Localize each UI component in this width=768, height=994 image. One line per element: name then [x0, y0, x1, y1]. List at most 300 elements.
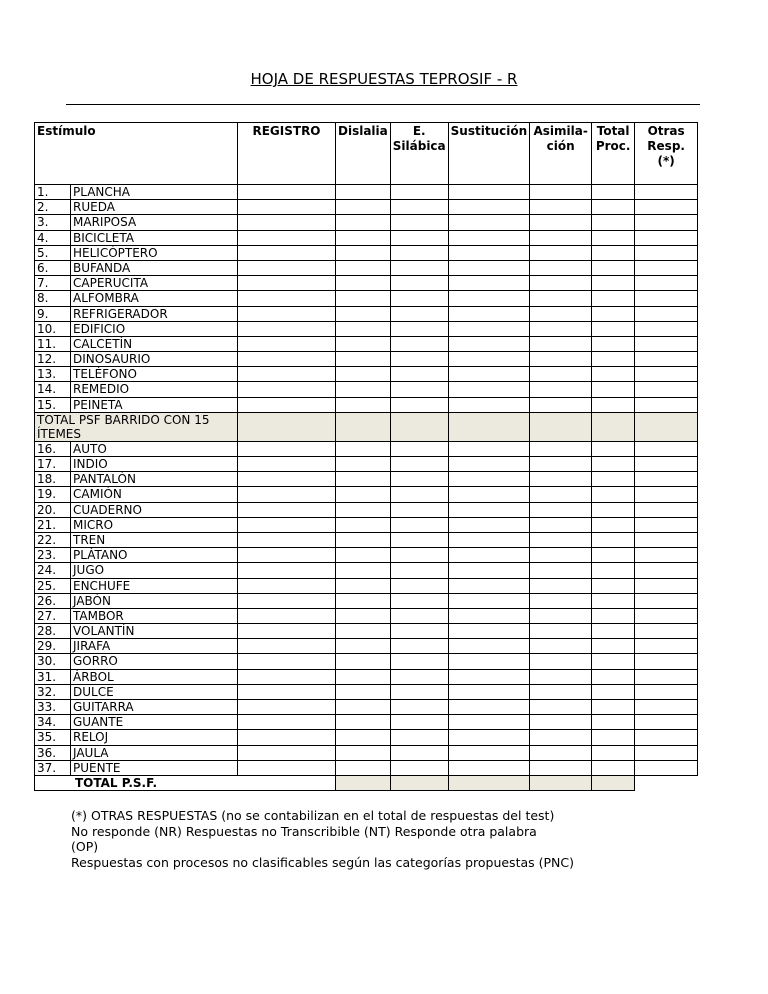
cell-e-silabica[interactable] [390, 367, 448, 382]
cell-dislalia[interactable] [336, 321, 391, 336]
cell-sustitucion[interactable] [448, 487, 529, 502]
cell-total-proc[interactable] [592, 502, 635, 517]
cell-total-proc[interactable] [592, 487, 635, 502]
cell-e-silabica[interactable] [390, 397, 448, 412]
cell-total-proc[interactable] [592, 593, 635, 608]
cell-otras-resp[interactable] [635, 245, 698, 260]
cell-dislalia[interactable] [336, 185, 391, 200]
cell-e-silabica[interactable] [390, 306, 448, 321]
item-number: 12. [35, 352, 71, 367]
cell-sustitucion[interactable] [448, 593, 529, 608]
table-row [35, 245, 698, 260]
item-stimulus: CAPERUCITA [71, 276, 238, 291]
cell-asimilacion[interactable] [530, 321, 592, 336]
cell-otras-resp[interactable] [635, 684, 698, 699]
item-stimulus: ÁRBOL [71, 669, 238, 684]
cell-asimilacion[interactable] [530, 336, 592, 351]
cell-otras-resp[interactable] [635, 532, 698, 547]
header-total-proc: Total Proc. [592, 123, 635, 185]
cell-otras-resp[interactable] [635, 760, 698, 775]
cell-e-silabica[interactable] [390, 578, 448, 593]
cell-registro[interactable] [238, 291, 336, 306]
cell-total-proc[interactable] [592, 215, 635, 230]
cell-sustitucion[interactable] [448, 715, 529, 730]
table-row [35, 502, 698, 517]
cell-total-proc[interactable] [592, 624, 635, 639]
cell-otras-resp[interactable] [635, 517, 698, 532]
cell-registro[interactable] [238, 730, 336, 745]
cell-asimilacion[interactable] [530, 397, 592, 412]
cell-e-silabica[interactable] [390, 593, 448, 608]
cell-registro[interactable] [238, 276, 336, 291]
cell-sustitucion[interactable] [448, 230, 529, 245]
cell-registro[interactable] [238, 487, 336, 502]
cell-asimilacion[interactable] [530, 608, 592, 623]
item-number: 17. [35, 457, 71, 472]
cell-otras-resp[interactable] [635, 487, 698, 502]
cell-sustitucion[interactable] [448, 578, 529, 593]
cell-registro[interactable] [238, 321, 336, 336]
cell-asimilacion[interactable] [530, 745, 592, 760]
subtotal-cell-sustitucion[interactable] [448, 412, 529, 441]
cell-e-silabica[interactable] [390, 745, 448, 760]
cell-otras-resp[interactable] [635, 548, 698, 563]
cell-otras-resp[interactable] [635, 715, 698, 730]
cell-registro[interactable] [238, 654, 336, 669]
cell-total-proc[interactable] [592, 382, 635, 397]
table-row [35, 291, 698, 306]
item-number: 9. [35, 306, 71, 321]
item-stimulus: PANTALÓN [71, 472, 238, 487]
cell-registro[interactable] [238, 548, 336, 563]
cell-registro[interactable] [238, 230, 336, 245]
cell-registro[interactable] [238, 669, 336, 684]
cell-sustitucion[interactable] [448, 517, 529, 532]
cell-otras-resp[interactable] [635, 200, 698, 215]
cell-registro[interactable] [238, 563, 336, 578]
cell-dislalia[interactable] [336, 367, 391, 382]
notes [71, 808, 671, 870]
cell-total-proc[interactable] [592, 608, 635, 623]
cell-dislalia[interactable] [336, 532, 391, 547]
cell-total-proc[interactable] [592, 230, 635, 245]
cell-total-proc[interactable] [592, 472, 635, 487]
subtotal-cell-registro[interactable] [238, 412, 336, 441]
cell-e-silabica[interactable] [390, 352, 448, 367]
cell-sustitucion[interactable] [448, 336, 529, 351]
cell-asimilacion[interactable] [530, 245, 592, 260]
cell-sustitucion[interactable] [448, 548, 529, 563]
cell-total-proc[interactable] [592, 276, 635, 291]
subtotal-cell-e-silabica[interactable] [390, 412, 448, 441]
cell-total-proc[interactable] [592, 684, 635, 699]
cell-e-silabica[interactable] [390, 563, 448, 578]
cell-sustitucion[interactable] [448, 684, 529, 699]
cell-dislalia[interactable] [336, 382, 391, 397]
cell-total-proc[interactable] [592, 745, 635, 760]
cell-asimilacion[interactable] [530, 669, 592, 684]
cell-total-proc[interactable] [592, 336, 635, 351]
cell-e-silabica[interactable] [390, 669, 448, 684]
cell-asimilacion[interactable] [530, 502, 592, 517]
cell-dislalia[interactable] [336, 457, 391, 472]
cell-e-silabica[interactable] [390, 457, 448, 472]
cell-asimilacion[interactable] [530, 654, 592, 669]
cell-registro[interactable] [238, 397, 336, 412]
cell-e-silabica[interactable] [390, 700, 448, 715]
cell-sustitucion[interactable] [448, 441, 529, 456]
item-stimulus: DINOSAURIO [71, 352, 238, 367]
cell-sustitucion[interactable] [448, 352, 529, 367]
cell-sustitucion[interactable] [448, 669, 529, 684]
cell-e-silabica[interactable] [390, 185, 448, 200]
cell-dislalia[interactable] [336, 624, 391, 639]
cell-dislalia[interactable] [336, 654, 391, 669]
cell-dislalia[interactable] [336, 336, 391, 351]
cell-otras-resp[interactable] [635, 306, 698, 321]
cell-otras-resp[interactable] [635, 352, 698, 367]
cell-dislalia[interactable] [336, 639, 391, 654]
cell-e-silabica[interactable] [390, 336, 448, 351]
item-number: 14. [35, 382, 71, 397]
cell-otras-resp[interactable] [635, 472, 698, 487]
cell-asimilacion[interactable] [530, 684, 592, 699]
cell-otras-resp[interactable] [635, 608, 698, 623]
cell-dislalia[interactable] [336, 715, 391, 730]
cell-registro[interactable] [238, 624, 336, 639]
subtotal-cell-total-proc[interactable] [592, 412, 635, 441]
cell-otras-resp[interactable] [635, 639, 698, 654]
cell-total-proc[interactable] [592, 441, 635, 456]
cell-asimilacion[interactable] [530, 457, 592, 472]
cell-e-silabica[interactable] [390, 608, 448, 623]
cell-e-silabica[interactable] [390, 730, 448, 745]
cell-sustitucion[interactable] [448, 382, 529, 397]
cell-total-proc[interactable] [592, 578, 635, 593]
table-row [35, 654, 698, 669]
cell-sustitucion[interactable] [448, 700, 529, 715]
cell-sustitucion[interactable] [448, 200, 529, 215]
cell-registro[interactable] [238, 700, 336, 715]
cell-e-silabica[interactable] [390, 502, 448, 517]
cell-otras-resp[interactable] [635, 730, 698, 745]
cell-otras-resp[interactable] [635, 291, 698, 306]
cell-asimilacion[interactable] [530, 215, 592, 230]
total-cell-e-silabica[interactable] [390, 775, 448, 790]
cell-total-proc[interactable] [592, 397, 635, 412]
cell-asimilacion[interactable] [530, 306, 592, 321]
cell-otras-resp[interactable] [635, 654, 698, 669]
total-cell-sustitucion[interactable] [448, 775, 529, 790]
cell-registro[interactable] [238, 639, 336, 654]
cell-otras-resp[interactable] [635, 382, 698, 397]
cell-sustitucion[interactable] [448, 608, 529, 623]
cell-sustitucion[interactable] [448, 639, 529, 654]
total-cell-dislalia[interactable] [336, 775, 391, 790]
cell-sustitucion[interactable] [448, 760, 529, 775]
cell-otras-resp[interactable] [635, 441, 698, 456]
cell-registro[interactable] [238, 185, 336, 200]
cell-e-silabica[interactable] [390, 215, 448, 230]
cell-dislalia[interactable] [336, 608, 391, 623]
cell-total-proc[interactable] [592, 654, 635, 669]
cell-e-silabica[interactable] [390, 276, 448, 291]
cell-e-silabica[interactable] [390, 532, 448, 547]
cell-dislalia[interactable] [336, 441, 391, 456]
cell-e-silabica[interactable] [390, 245, 448, 260]
cell-dislalia[interactable] [336, 502, 391, 517]
cell-asimilacion[interactable] [530, 441, 592, 456]
cell-e-silabica[interactable] [390, 684, 448, 699]
cell-sustitucion[interactable] [448, 472, 529, 487]
total-cell-asimilacion[interactable] [530, 775, 592, 790]
cell-otras-resp[interactable] [635, 336, 698, 351]
cell-otras-resp[interactable] [635, 745, 698, 760]
cell-sustitucion[interactable] [448, 397, 529, 412]
cell-dislalia[interactable] [336, 548, 391, 563]
table-row [35, 669, 698, 684]
cell-asimilacion[interactable] [530, 760, 592, 775]
cell-registro[interactable] [238, 336, 336, 351]
cell-otras-resp[interactable] [635, 321, 698, 336]
cell-total-proc[interactable] [592, 563, 635, 578]
table-row [35, 730, 698, 745]
cell-e-silabica[interactable] [390, 291, 448, 306]
cell-total-proc[interactable] [592, 548, 635, 563]
cell-otras-resp[interactable] [635, 230, 698, 245]
cell-dislalia[interactable] [336, 291, 391, 306]
cell-asimilacion[interactable] [530, 260, 592, 275]
table-row [35, 532, 698, 547]
cell-registro[interactable] [238, 472, 336, 487]
cell-sustitucion[interactable] [448, 745, 529, 760]
cell-total-proc[interactable] [592, 291, 635, 306]
item-stimulus: MARIPOSA [71, 215, 238, 230]
subtotal-cell-otras-resp[interactable] [635, 412, 698, 441]
cell-dislalia[interactable] [336, 517, 391, 532]
cell-e-silabica[interactable] [390, 472, 448, 487]
cell-sustitucion[interactable] [448, 276, 529, 291]
cell-otras-resp[interactable] [635, 367, 698, 382]
cell-asimilacion[interactable] [530, 367, 592, 382]
cell-dislalia[interactable] [336, 230, 391, 245]
cell-asimilacion[interactable] [530, 200, 592, 215]
cell-registro[interactable] [238, 532, 336, 547]
cell-asimilacion[interactable] [530, 578, 592, 593]
cell-e-silabica[interactable] [390, 517, 448, 532]
cell-dislalia[interactable] [336, 684, 391, 699]
cell-sustitucion[interactable] [448, 367, 529, 382]
cell-asimilacion[interactable] [530, 532, 592, 547]
cell-dislalia[interactable] [336, 215, 391, 230]
cell-sustitucion[interactable] [448, 291, 529, 306]
cell-total-proc[interactable] [592, 700, 635, 715]
table-row [35, 578, 698, 593]
cell-dislalia[interactable] [336, 472, 391, 487]
cell-e-silabica[interactable] [390, 654, 448, 669]
cell-asimilacion[interactable] [530, 730, 592, 745]
cell-dislalia[interactable] [336, 563, 391, 578]
table-row [35, 367, 698, 382]
cell-e-silabica[interactable] [390, 715, 448, 730]
cell-otras-resp[interactable] [635, 563, 698, 578]
cell-registro[interactable] [238, 715, 336, 730]
cell-e-silabica[interactable] [390, 760, 448, 775]
cell-registro[interactable] [238, 684, 336, 699]
cell-registro[interactable] [238, 382, 336, 397]
cell-dislalia[interactable] [336, 200, 391, 215]
cell-e-silabica[interactable] [390, 624, 448, 639]
cell-asimilacion[interactable] [530, 517, 592, 532]
cell-sustitucion[interactable] [448, 245, 529, 260]
cell-e-silabica[interactable] [390, 382, 448, 397]
cell-total-proc[interactable] [592, 715, 635, 730]
item-number: 24. [35, 563, 71, 578]
cell-sustitucion[interactable] [448, 306, 529, 321]
cell-sustitucion[interactable] [448, 215, 529, 230]
cell-dislalia[interactable] [336, 760, 391, 775]
cell-dislalia[interactable] [336, 669, 391, 684]
cell-otras-resp[interactable] [635, 578, 698, 593]
cell-asimilacion[interactable] [530, 230, 592, 245]
cell-sustitucion[interactable] [448, 185, 529, 200]
cell-registro[interactable] [238, 502, 336, 517]
cell-otras-resp[interactable] [635, 215, 698, 230]
cell-e-silabica[interactable] [390, 548, 448, 563]
cell-registro[interactable] [238, 352, 336, 367]
cell-otras-resp[interactable] [635, 700, 698, 715]
cell-e-silabica[interactable] [390, 321, 448, 336]
cell-otras-resp[interactable] [635, 624, 698, 639]
cell-asimilacion[interactable] [530, 291, 592, 306]
cell-e-silabica[interactable] [390, 441, 448, 456]
cell-otras-resp[interactable] [635, 260, 698, 275]
subtotal-cell-dislalia[interactable] [336, 412, 391, 441]
cell-dislalia[interactable] [336, 578, 391, 593]
cell-asimilacion[interactable] [530, 276, 592, 291]
cell-otras-resp[interactable] [635, 457, 698, 472]
cell-dislalia[interactable] [336, 245, 391, 260]
cell-registro[interactable] [238, 245, 336, 260]
cell-total-proc[interactable] [592, 185, 635, 200]
cell-asimilacion[interactable] [530, 593, 592, 608]
cell-sustitucion[interactable] [448, 502, 529, 517]
cell-total-proc[interactable] [592, 532, 635, 547]
cell-e-silabica[interactable] [390, 639, 448, 654]
cell-total-proc[interactable] [592, 760, 635, 775]
item-number: 16. [35, 441, 71, 456]
cell-total-proc[interactable] [592, 457, 635, 472]
cell-asimilacion[interactable] [530, 700, 592, 715]
cell-otras-resp[interactable] [635, 593, 698, 608]
cell-dislalia[interactable] [336, 487, 391, 502]
cell-total-proc[interactable] [592, 367, 635, 382]
cell-sustitucion[interactable] [448, 260, 529, 275]
cell-dislalia[interactable] [336, 260, 391, 275]
cell-asimilacion[interactable] [530, 487, 592, 502]
cell-registro[interactable] [238, 441, 336, 456]
item-stimulus: GUANTE [71, 715, 238, 730]
cell-registro[interactable] [238, 745, 336, 760]
item-stimulus: PLÁTANO [71, 548, 238, 563]
cell-total-proc[interactable] [592, 245, 635, 260]
cell-e-silabica[interactable] [390, 230, 448, 245]
cell-sustitucion[interactable] [448, 532, 529, 547]
cell-dislalia[interactable] [336, 276, 391, 291]
subtotal-cell-asimilacion[interactable] [530, 412, 592, 441]
cell-e-silabica[interactable] [390, 487, 448, 502]
cell-total-proc[interactable] [592, 200, 635, 215]
header-asimilacion: Asimila-ción [530, 123, 592, 185]
cell-dislalia[interactable] [336, 700, 391, 715]
cell-asimilacion[interactable] [530, 624, 592, 639]
cell-asimilacion[interactable] [530, 639, 592, 654]
cell-sustitucion[interactable] [448, 624, 529, 639]
cell-total-proc[interactable] [592, 517, 635, 532]
cell-dislalia[interactable] [336, 352, 391, 367]
cell-dislalia[interactable] [336, 306, 391, 321]
cell-registro[interactable] [238, 260, 336, 275]
cell-asimilacion[interactable] [530, 382, 592, 397]
cell-registro[interactable] [238, 760, 336, 775]
cell-asimilacion[interactable] [530, 185, 592, 200]
cell-registro[interactable] [238, 457, 336, 472]
cell-registro[interactable] [238, 200, 336, 215]
cell-registro[interactable] [238, 517, 336, 532]
cell-total-proc[interactable] [592, 352, 635, 367]
cell-registro[interactable] [238, 593, 336, 608]
cell-total-proc[interactable] [592, 260, 635, 275]
cell-total-proc[interactable] [592, 669, 635, 684]
header-row [35, 123, 698, 185]
cell-asimilacion[interactable] [530, 715, 592, 730]
cell-otras-resp[interactable] [635, 669, 698, 684]
cell-registro[interactable] [238, 578, 336, 593]
cell-asimilacion[interactable] [530, 548, 592, 563]
cell-total-proc[interactable] [592, 639, 635, 654]
cell-registro[interactable] [238, 608, 336, 623]
cell-e-silabica[interactable] [390, 260, 448, 275]
cell-dislalia[interactable] [336, 593, 391, 608]
cell-dislalia[interactable] [336, 397, 391, 412]
cell-asimilacion[interactable] [530, 352, 592, 367]
cell-total-proc[interactable] [592, 321, 635, 336]
cell-asimilacion[interactable] [530, 472, 592, 487]
cell-asimilacion[interactable] [530, 563, 592, 578]
item-number: 10. [35, 321, 71, 336]
cell-sustitucion[interactable] [448, 563, 529, 578]
cell-otras-resp[interactable] [635, 185, 698, 200]
cell-registro[interactable] [238, 367, 336, 382]
cell-sustitucion[interactable] [448, 457, 529, 472]
cell-otras-resp[interactable] [635, 397, 698, 412]
cell-dislalia[interactable] [336, 745, 391, 760]
total-cell-total-proc[interactable] [592, 775, 635, 790]
cell-total-proc[interactable] [592, 730, 635, 745]
cell-otras-resp[interactable] [635, 502, 698, 517]
cell-sustitucion[interactable] [448, 654, 529, 669]
cell-total-proc[interactable] [592, 306, 635, 321]
cell-sustitucion[interactable] [448, 321, 529, 336]
cell-registro[interactable] [238, 215, 336, 230]
cell-dislalia[interactable] [336, 730, 391, 745]
cell-sustitucion[interactable] [448, 730, 529, 745]
cell-registro[interactable] [238, 306, 336, 321]
answer-sheet-table [34, 122, 698, 791]
cell-e-silabica[interactable] [390, 200, 448, 215]
table-row [35, 608, 698, 623]
cell-otras-resp[interactable] [635, 276, 698, 291]
